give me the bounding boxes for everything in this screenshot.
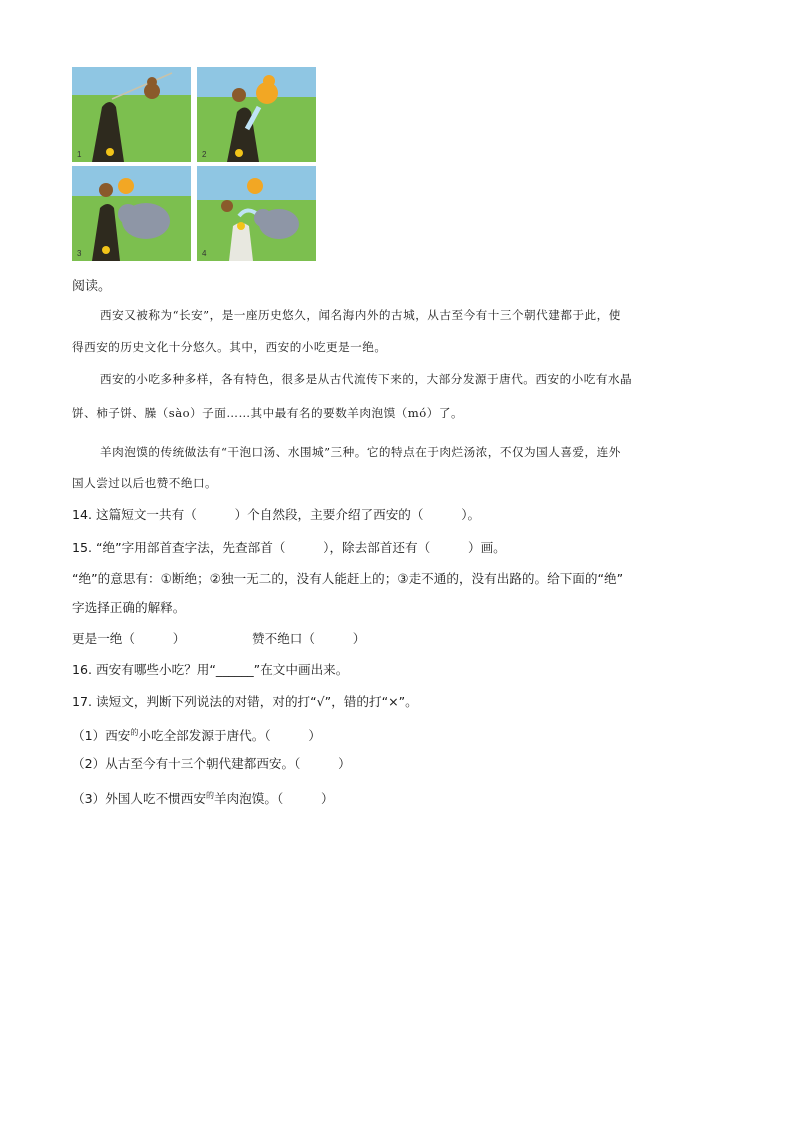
passage-p1-line1: 西安又被称为“长安”，是一座历史悠久，闻名海内外的古城，从古至今有十三个朝代建都于此，使 (100, 308, 621, 322)
panel-number: 1 (77, 150, 82, 159)
picture-panel-2 (197, 67, 316, 162)
question-14: 14. 这篇短文一共有（ ）个自然段，主要介绍了西安的（ ）。 (72, 507, 481, 522)
panel-number: 2 (202, 150, 207, 159)
question-17-item-2: （2）从古至今有十三个朝代建都西安。（ ） (72, 756, 351, 771)
passage-p2-line2: 饼、柿子饼、臊（sào）子面……其中最有名的要数羊肉泡馍（mó）了。 (72, 406, 464, 420)
item-superscript: 的 (205, 791, 214, 800)
item-text: 羊肉泡馍。（ ） (213, 791, 334, 806)
question-15-item-b: 赞不绝口（ ） (252, 631, 366, 646)
panel-number: 3 (77, 249, 82, 258)
item-text: （1）西安 (72, 728, 131, 743)
instruction: 阅读。 (72, 279, 112, 294)
panel-number: 4 (202, 249, 207, 258)
item-text: （3）外国人吃不惯西安 (72, 791, 206, 806)
question-15-line1: 15. “绝”字用部首查字法，先查部首（ ），除去部首还有（ ）画。 (72, 540, 506, 555)
picture-panel-3 (72, 166, 191, 261)
question-17-item-1 (72, 728, 321, 746)
question-17: 17. 读短文，判断下列说法的对错，对的打“√”，错的打“×”。 (72, 694, 418, 709)
item-text: 小吃全部发源于唐代。（ ） (138, 728, 321, 743)
question-15-line3: 字选择正确的解释。 (72, 600, 186, 615)
passage-p1-line2: 得西安的历史文化十分悠久。其中，西安的小吃更是一绝。 (72, 340, 387, 354)
question-16: 16. 西安有哪些小吃？用“______”在文中画出来。 (72, 662, 349, 677)
picture-panel-1 (72, 67, 191, 162)
question-15-item-a: 更是一绝（ ） (72, 631, 186, 646)
passage-p3-line2: 国人尝过以后也赞不绝口。 (72, 476, 218, 490)
picture-panel-4 (197, 166, 316, 261)
question-15-line2: “绝”的意思有：①断绝；②独一无二的，没有人能赶上的；③走不通的，没有出路的。给下面的“绝” (72, 571, 624, 586)
question-17-item-3 (72, 791, 334, 809)
passage-p3-line1: 羊肉泡馍的传统做法有“干泡口汤、水围城”三种。它的特点在于肉烂汤浓，不仅为国人喜爱，连外 (100, 445, 621, 459)
item-superscript: 的 (130, 728, 139, 737)
passage-p2-line1: 西安的小吃多种多样，各有特色，很多是从古代流传下来的，大部分发源于唐代。西安的小吃有水晶 (100, 372, 633, 386)
